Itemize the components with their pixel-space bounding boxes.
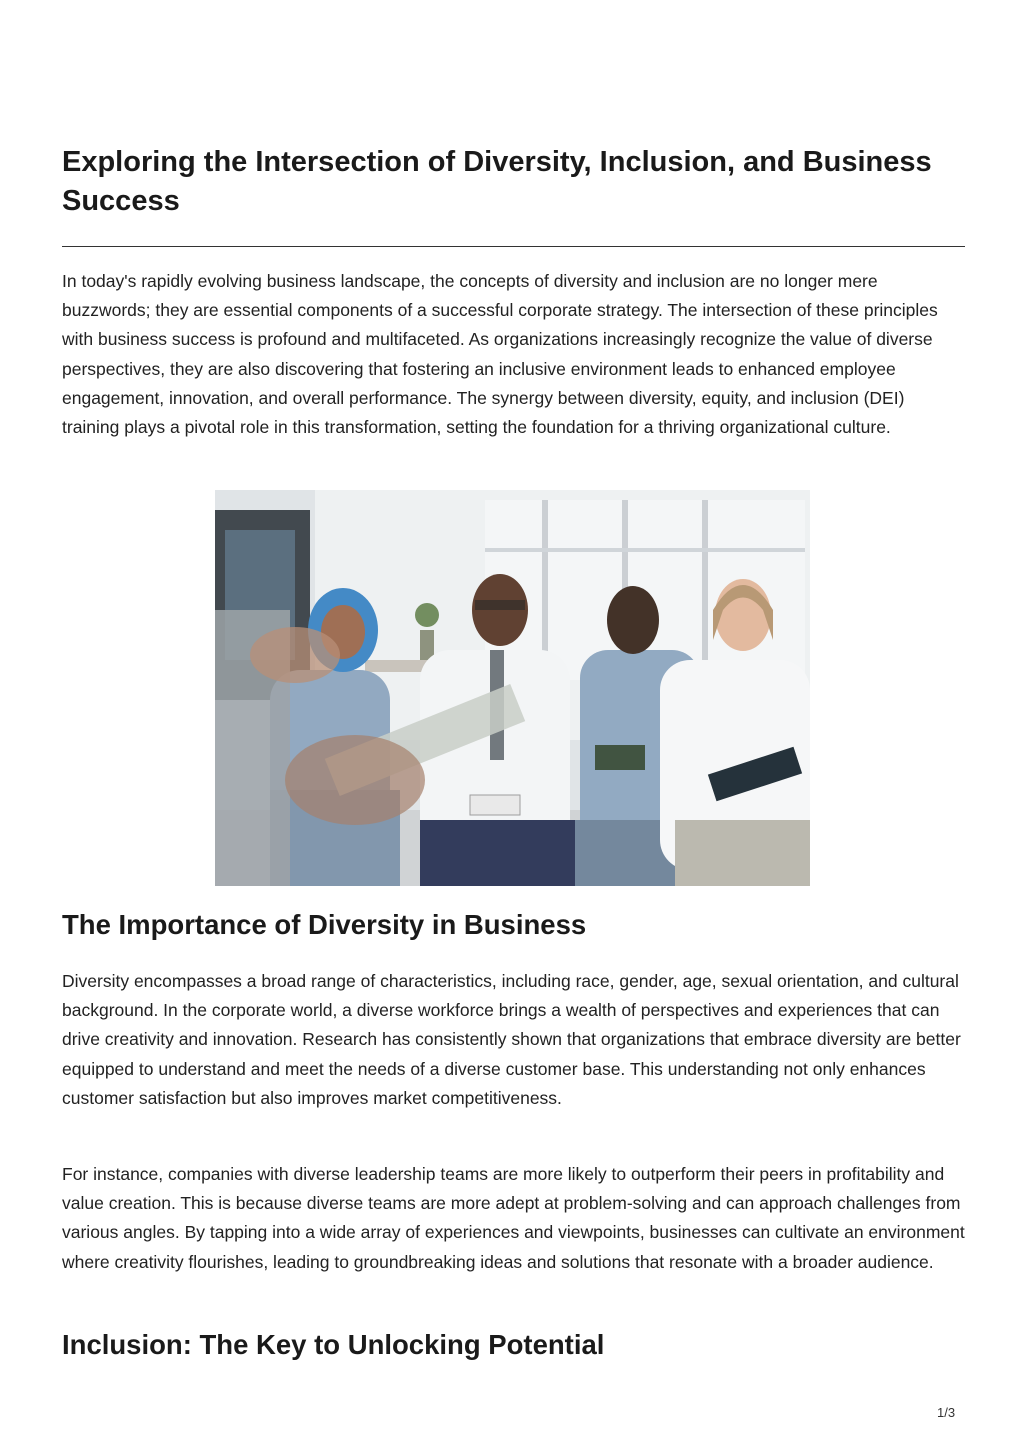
page-number: 1/3 (937, 1405, 956, 1420)
section-heading-inclusion: Inclusion: The Key to Unlocking Potential (62, 1329, 605, 1360)
title-divider (62, 246, 965, 247)
article-photo (215, 490, 810, 886)
intro-paragraph: In today's rapidly evolving business landscape, the concepts of diversity and inclusion are no longer mere buzzwords; they are essential components of a successful corporate strategy. The intersection of these principles with business success is profound and multifaceted. As organizations increasingly recognize the value of diverse perspectives, they are also discovering that fostering an inclusive environment leads to enhanced employee engagement, innovation, and overall performance. The synergy between diversity, equity, and inclusion (DEI) training plays a pivotal role in this transformation, setting the foundation for a thriving organizational culture. (62, 271, 938, 438)
diversity-paragraph-1: Diversity encompasses a broad range of characteristics, including race, gender, age, sexual orientation, and cultural background. In the corporate world, a diverse workforce brings a wealth of perspectives and experiences that can drive creativity and innovation. Research has consistently shown that organizations that embrace diversity are better equipped to understand and meet the needs of a diverse customer base. This understanding not only enhances customer satisfaction but also improves market competitiveness. (62, 971, 961, 1108)
section-heading-diversity: The Importance of Diversity in Business (62, 909, 587, 940)
document-page (62, 0, 965, 1449)
article-title: Exploring the Intersection of Diversity, Inclusion, and Business Success (62, 146, 932, 217)
diversity-paragraph-2: For instance, companies with diverse leadership teams are more likely to outperform their peers in profitability and value creation. This is because diverse teams are more adept at problem-solving and can approach challenges from various angles. By tapping into a wide array of experiences and viewpoints, businesses can cultivate an environment where creativity flourishes, leading to groundbreaking ideas and solutions that resonate with a broader audience. (62, 1164, 965, 1272)
